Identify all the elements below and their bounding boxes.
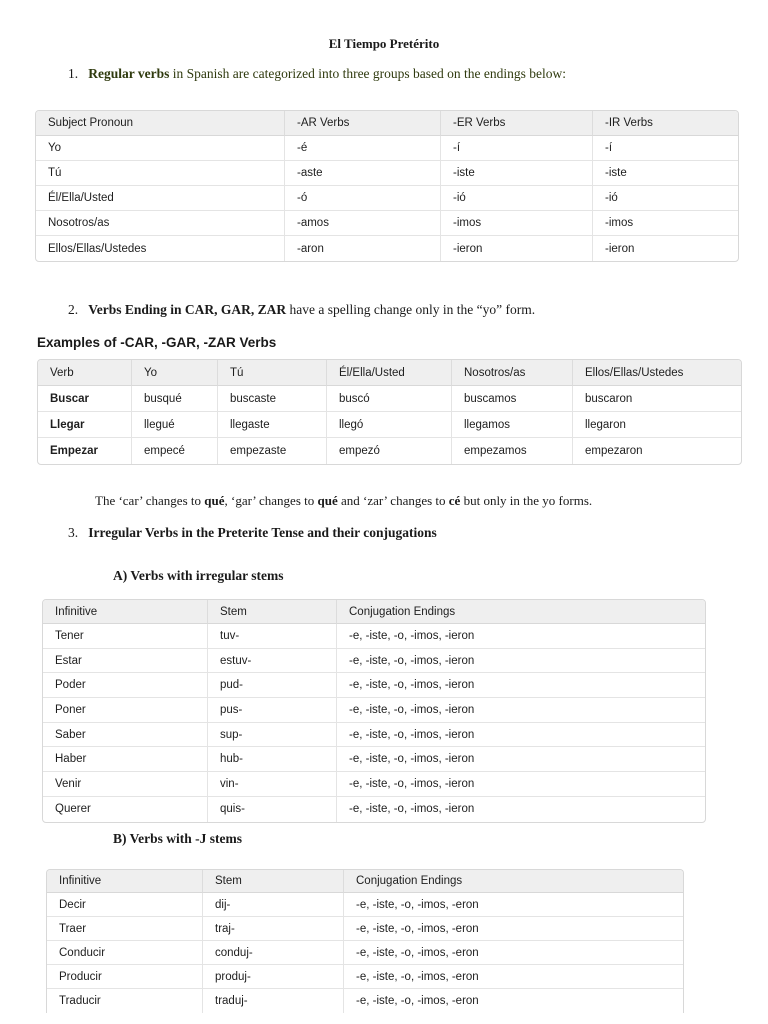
table-cell: llegó [327, 412, 452, 438]
table-cell: Haber [43, 747, 208, 772]
table-cell: hub- [208, 747, 337, 772]
column-header: Stem [208, 600, 337, 624]
car-gar-zar-heading: Examples of -CAR, -GAR, -ZAR Verbs [37, 335, 277, 350]
table-cell: Yo [36, 136, 285, 161]
spelling-change-note [95, 493, 592, 509]
table-cell: estuv- [208, 649, 337, 674]
table-row [43, 747, 705, 772]
table-cell: -e, -iste, -o, -imos, -ieron [337, 698, 705, 723]
j-stems-table [46, 869, 684, 1013]
table-cell: Llegar [38, 412, 132, 438]
table-cell: dij- [203, 893, 344, 917]
table-cell: -ió [593, 186, 738, 211]
table-cell: busqué [132, 386, 218, 412]
table-cell: -e, -iste, -o, -imos, -eron [344, 893, 683, 917]
table-row [43, 698, 705, 723]
table-cell: -iste [441, 161, 593, 186]
table-cell: Saber [43, 723, 208, 748]
table-cell: -ieron [605, 242, 635, 255]
table-row [38, 412, 741, 438]
note-bold: qué [204, 493, 225, 508]
column-header: Conjugation Endings [344, 870, 683, 893]
column-header: -IR Verbs [593, 111, 738, 136]
column-header: Subject Pronoun [36, 111, 285, 136]
note-bold: qué [317, 493, 338, 508]
table-cell: quis- [208, 797, 337, 822]
table-cell: Venir [43, 772, 208, 797]
column-header: Nosotros/as [452, 360, 573, 386]
table-cell: buscó [327, 386, 452, 412]
table-cell: -e, -iste, -o, -imos, -ieron [349, 803, 475, 816]
table-cell: Querer [43, 797, 208, 822]
table-row [47, 917, 683, 941]
column-header: Tú [218, 360, 327, 386]
section-3-bold: Irregular Verbs in the Preterite Tense and their conjugations [88, 525, 437, 540]
table-cell: vin- [208, 772, 337, 797]
column-header: Él/Ella/Usted [327, 360, 452, 386]
table-row [47, 965, 683, 989]
table-cell: -amos [285, 211, 441, 236]
column-header: Infinitive [47, 870, 203, 893]
table-cell: -í [441, 136, 593, 161]
table-row [43, 673, 705, 698]
note-text: The ‘car’ changes to [95, 493, 205, 508]
table-cell: pud- [208, 673, 337, 698]
table-cell: -ó [285, 186, 441, 211]
table-header-row [43, 600, 705, 624]
section-1-bold: Regular verbs [88, 66, 170, 81]
table-cell: -e, -iste, -o, -imos, -ieron [337, 649, 705, 674]
section-3-number: 3. [68, 525, 79, 540]
table-cell: Traducir [47, 989, 203, 1013]
section-2-text [68, 302, 535, 318]
table-cell: -e, -iste, -o, -imos, -eron [356, 995, 479, 1007]
table-cell: -imos [593, 211, 738, 236]
table-cell: empezamos [452, 438, 573, 464]
note-text: , ‘gar’ changes to [224, 493, 318, 508]
table-header-row [47, 870, 683, 893]
section-3-text [68, 525, 437, 541]
table-row [36, 236, 738, 261]
table-row [47, 941, 683, 965]
table-cell: empezaste [218, 438, 327, 464]
table-cell: -imos [441, 211, 593, 236]
column-header: -ER Verbs [441, 111, 593, 136]
column-header: Verb [38, 360, 132, 386]
table-row [36, 161, 738, 186]
table-row [43, 624, 705, 649]
column-header: Infinitive [43, 600, 208, 624]
table-cell: -e, -iste, -o, -imos, -ieron [337, 624, 705, 649]
section-1-text [68, 66, 566, 82]
table-cell: -é [285, 136, 441, 161]
table-row [43, 797, 705, 822]
table-cell: buscamos [452, 386, 573, 412]
table-cell: empezaron [585, 445, 643, 457]
table-row [47, 989, 683, 1013]
irregular-stems-heading: A) Verbs with irregular stems [113, 568, 284, 583]
table-cell: Poner [43, 698, 208, 723]
section-2-rest: have a spelling change only in the “yo” form. [286, 302, 536, 317]
table-cell: -e, -iste, -o, -imos, -ieron [337, 723, 705, 748]
table-row [38, 386, 741, 412]
table-cell: -e, -iste, -o, -imos, -eron [344, 917, 683, 941]
table-cell: Tener [43, 624, 208, 649]
table-cell: -í [593, 136, 738, 161]
table-cell: Producir [47, 965, 203, 989]
table-cell: -e, -iste, -o, -imos, -eron [344, 941, 683, 965]
table-cell: Él/Ella/Usted [36, 186, 285, 211]
column-header: Stem [203, 870, 344, 893]
table-cell: buscaste [218, 386, 327, 412]
table-cell: -aron [285, 236, 441, 261]
table-cell: empezó [327, 438, 452, 464]
table-row [36, 211, 738, 236]
table-row [36, 136, 738, 161]
table-cell: Ellos/Ellas/Ustedes [36, 236, 285, 261]
table-row [43, 649, 705, 674]
section-2-number: 2. [68, 302, 79, 317]
table-cell: Conducir [47, 941, 203, 965]
table-cell: Poder [43, 673, 208, 698]
j-stems-heading: B) Verbs with -J stems [113, 831, 243, 846]
table-row [38, 438, 741, 464]
table-cell: empecé [132, 438, 218, 464]
table-cell: -ieron [441, 236, 593, 261]
section-1-rest: in Spanish are categorized into three groups based on the endings below: [169, 66, 567, 81]
page-title: El Tiempo Pretérito [328, 36, 440, 51]
table-cell: -ió [441, 186, 593, 211]
table-cell: llegaron [573, 412, 741, 438]
regular-endings-table [35, 110, 739, 262]
table-row [43, 772, 705, 797]
column-header: Yo [132, 360, 218, 386]
table-cell: -e, -iste, -o, -imos, -ieron [337, 673, 705, 698]
table-cell: Tú [36, 161, 285, 186]
car-gar-zar-table [37, 359, 742, 465]
table-cell: buscaron [573, 386, 741, 412]
irregular-stems-table [42, 599, 706, 823]
column-header: Ellos/Ellas/Ustedes [573, 360, 741, 386]
table-cell: Empezar [38, 438, 132, 464]
table-cell: llegaste [218, 412, 327, 438]
note-text: but only in the yo forms. [460, 493, 593, 508]
table-cell: -iste [593, 161, 738, 186]
table-cell: Buscar [38, 386, 132, 412]
table-cell: sup- [208, 723, 337, 748]
section-2-bold: Verbs Ending in CAR, GAR, ZAR [88, 302, 287, 317]
section-1-number: 1. [68, 66, 79, 81]
column-header: -AR Verbs [285, 111, 441, 136]
column-header: Conjugation Endings [337, 600, 705, 624]
table-cell: llegamos [452, 412, 573, 438]
note-bold: cé [448, 493, 461, 508]
table-cell: -e, -iste, -o, -imos, -eron [344, 965, 683, 989]
table-cell: Decir [47, 893, 203, 917]
table-cell: Nosotros/as [36, 211, 285, 236]
table-cell: llegué [132, 412, 218, 438]
table-cell: -e, -iste, -o, -imos, -ieron [337, 747, 705, 772]
table-cell: -e, -iste, -o, -imos, -ieron [337, 772, 705, 797]
table-cell: Estar [43, 649, 208, 674]
table-row [36, 186, 738, 211]
table-cell: Traer [47, 917, 203, 941]
table-cell: -aste [285, 161, 441, 186]
table-header-row [38, 360, 741, 386]
table-row [47, 893, 683, 917]
table-cell: tuv- [208, 624, 337, 649]
table-cell: pus- [208, 698, 337, 723]
table-cell: conduj- [203, 941, 344, 965]
table-cell: produj- [203, 965, 344, 989]
note-text: and ‘zar’ changes to [337, 493, 449, 508]
table-cell: traduj- [203, 989, 344, 1013]
table-header-row [36, 111, 738, 136]
table-row [43, 723, 705, 748]
table-cell: traj- [203, 917, 344, 941]
